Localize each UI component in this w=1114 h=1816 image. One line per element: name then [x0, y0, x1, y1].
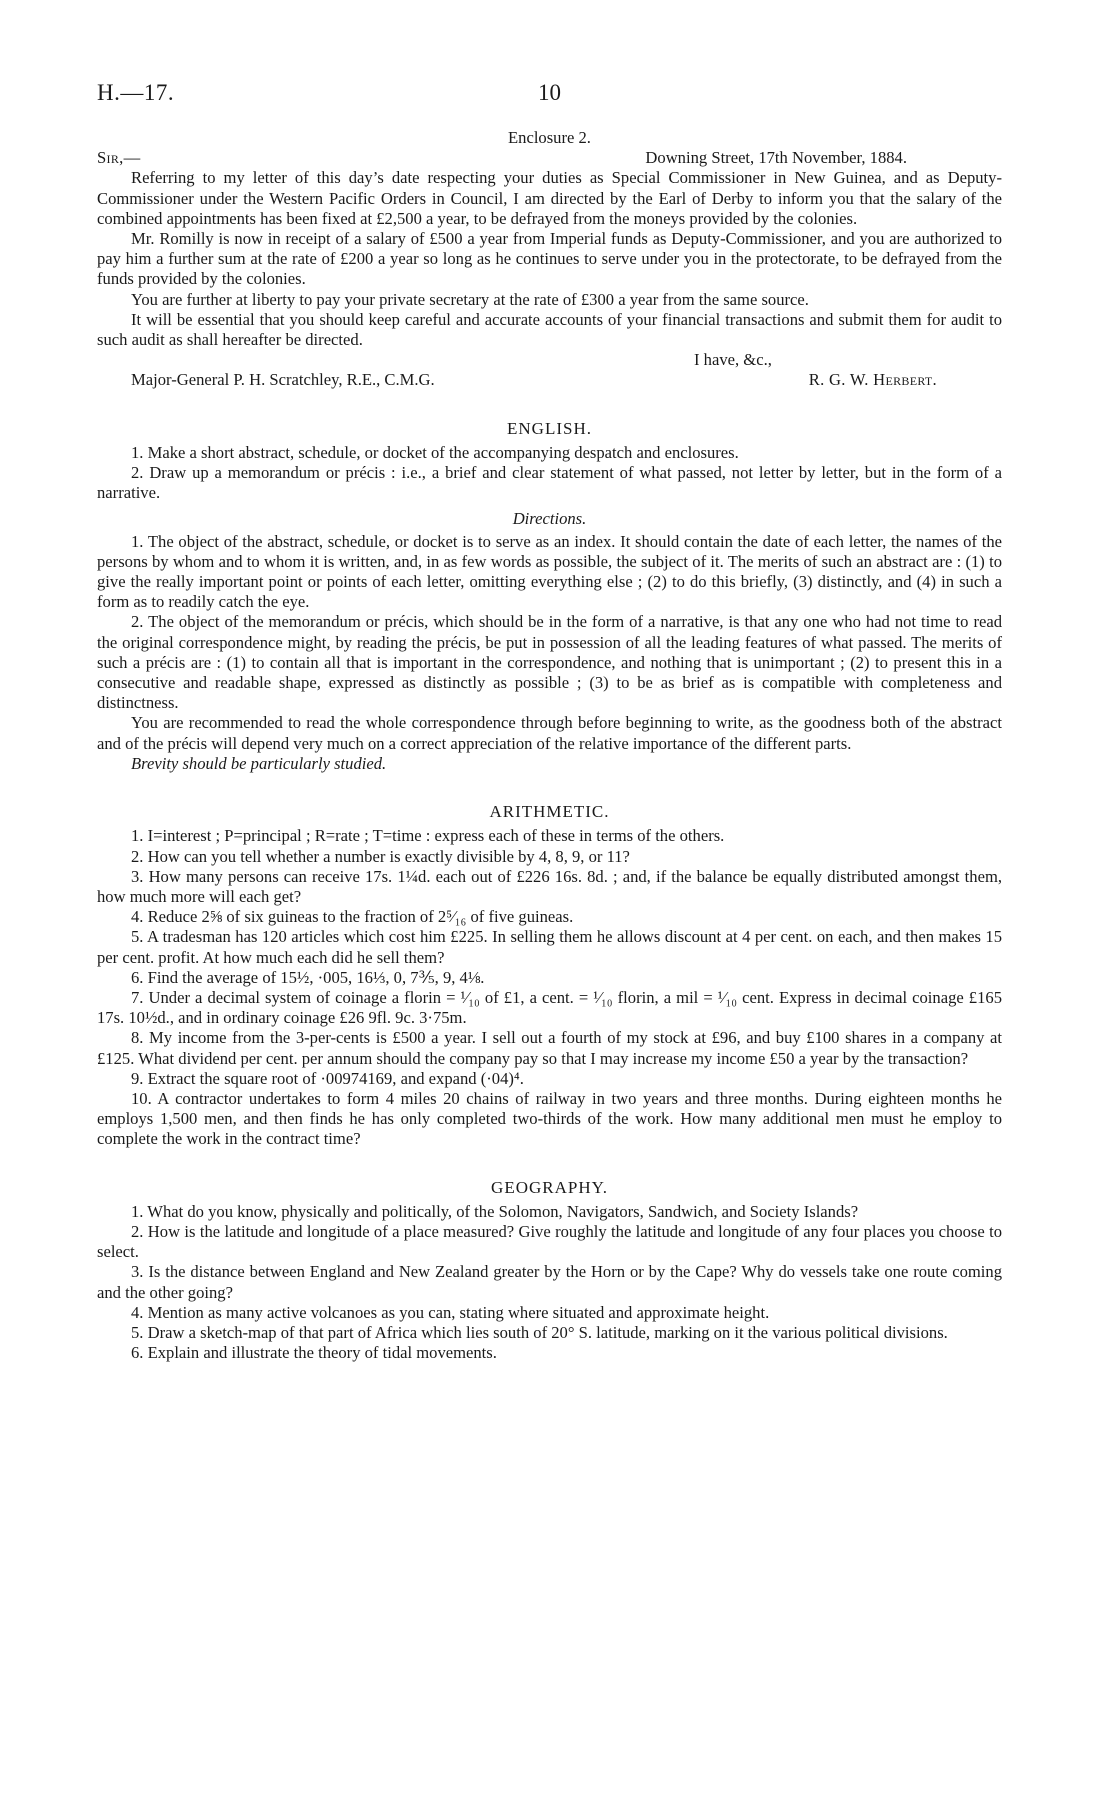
brevity-note: Brevity should be particularly studied. — [131, 753, 387, 773]
letter-paragraph: Mr. Romilly is now in receipt of a salary of £500 a year from Imperial funds as Deputy-Commissioner, and you are authorized to pay him a further sum at the rate of £200 a year so long as he continues to serve under you in the protectorate, to be defrayed from the funds provided by the colonies. — [97, 229, 1002, 289]
arithmetic-question: 4. Reduce 2⅝ of six guineas to the fraction of 2⁵⁄₁₆ of five guineas. — [131, 907, 574, 927]
signature-row — [97, 370, 1002, 390]
geography-heading: GEOGRAPHY. — [491, 1177, 608, 1197]
arithmetic-question: 1. I=interest ; P=principal ; R=rate ; T=time : express each of these in terms of the others. — [131, 826, 725, 846]
arithmetic-question: 5. A tradesman has 120 articles which cost him £225. In selling them he allows discount at 4 per cent. on each, and then makes 15 per cent. profit. At how much each did he sell them? — [97, 927, 1002, 967]
closing: I have, &c., — [694, 350, 772, 370]
directions-heading: Directions. — [512, 509, 587, 529]
letter-paragraph: Referring to my letter of this day’s date respecting your duties as Special Commissioner in New Guinea, and as Deputy-Commissioner under the Western Pacific Orders in Council, I am directed by the Earl of Derby to inform you that the salary of the combined appointments has been fixed at £2,500 a year, to be defrayed from the moneys provided by the colonies. — [97, 168, 1002, 228]
document-reference: H.—17. — [97, 80, 175, 105]
salutation: Sir,— — [97, 148, 141, 168]
letter-paragraph: It will be essential that you should keep careful and accurate accounts of your financial transactions and submit them for audit to such audit as shall hereafter be directed. — [97, 309, 1002, 350]
salutation-row — [97, 148, 1002, 168]
page-content — [97, 128, 1002, 1363]
signature: R. G. W. Herbert. — [808, 370, 937, 390]
english-heading: ENGLISH. — [507, 418, 592, 438]
page-number: 10 — [538, 80, 561, 105]
arithmetic-question: 6. Find the average of 15½, ·005, 16⅓, 0, 7⅗, 9, 4⅛. — [131, 967, 485, 987]
geography-question: 1. What do you know, physically and politically, of the Solomon, Navigators, Sandwich, and Society Islands? — [131, 1201, 859, 1221]
arithmetic-question: 7. Under a decimal system of coinage a florin = ¹⁄₁₀ of £1, a cent. = ¹⁄₁₀ florin, a mil = ¹⁄₁₀ cent. Express in decimal coinage £165 17s. 10½d., and in ordinary coinage £26 9fl. 9c. 3·75m. — [97, 987, 1002, 1028]
arithmetic-question: 8. My income from the 3-per-cents is £500 a year. I sell out a fourth of my stock at £96, and buy £100 shares in a company at £125. What dividend per cent. per annum should the company pay so that I may increase my income £50 a year by the transaction? — [97, 1028, 1002, 1068]
direction-paragraph: 2. The object of the memorandum or précis, which should be in the form of a narrative, is that any one who had not time to read the original correspondence might, by reading the précis, be put in possession of all the leading features of what passed. The merits of such a précis are : (1) to contain all that is important in the correspondence, and nothing that is unimportant ; (2) to present this in a consecutive and readable shape, expressed as distinctly as possible ; (3) to be as brief as is compatible with completeness and distinctness. — [97, 612, 1002, 713]
letter-paragraph: You are further at liberty to pay your private secretary at the rate of £300 a year from the same source. — [131, 289, 809, 309]
place-date: Downing Street, 17th November, 1884. — [645, 148, 907, 168]
english-question: 2. Draw up a memorandum or précis : i.e., a brief and clear statement of what passed, not letter by letter, but in the form of a narrative. — [97, 463, 1002, 503]
geography-question: 5. Draw a sketch-map of that part of Africa which lies south of 20° S. latitude, marking on it the various political divisions. — [131, 1322, 948, 1342]
arithmetic-question: 3. How many persons can receive 17s. 1¼d. each out of £226 16s. 8d. ; and, if the balance be equally distributed amongst them, how much more will each get? — [97, 866, 1002, 906]
addressee: Major-General P. H. Scratchley, R.E., C.M.G. — [131, 370, 435, 390]
geography-question: 3. Is the distance between England and New Zealand greater by the Horn or by the Cape? Why do vessels take one route coming and the other going? — [97, 1262, 1002, 1302]
arithmetic-question: 2. How can you tell whether a number is exactly divisible by 4, 8, 9, or 11? — [131, 846, 630, 866]
arithmetic-question: 10. A contractor undertakes to form 4 miles 20 chains of railway in two years and three months. During eighteen months he employs 1,500 men, and then finds he has only completed two-thirds of the work. How many additional men must he employ to complete the work in the contract time? — [97, 1088, 1002, 1149]
english-question: 1. Make a short abstract, schedule, or docket of the accompanying despatch and enclosures. — [131, 442, 739, 462]
arithmetic-heading: ARITHMETIC. — [489, 802, 610, 822]
direction-paragraph: You are recommended to read the whole correspondence through before beginning to write, as the goodness both of the abstract and of the précis will depend very much on a correct appreciation of the relative importance of the different parts. — [97, 713, 1002, 753]
geography-question: 2. How is the latitude and longitude of a place measured? Give roughly the latitude and longitude of any four places you choose to select. — [97, 1221, 1002, 1262]
geography-question: 4. Mention as many active volcanoes as you can, stating where situated and approximate height. — [131, 1302, 770, 1322]
enclosure-title: Enclosure 2. — [508, 128, 591, 147]
arithmetic-question: 9. Extract the square root of ·00974169, and expand (·04)⁴. — [131, 1068, 524, 1088]
direction-paragraph: 1. The object of the abstract, schedule, or docket is to serve as an index. It should contain the date of each letter, the names of the persons by whom and to whom it is written, and, in as few words as possible, the subject of it. The merits of such an abstract are : (1) to give the really important point or points of each letter, omitting everything else ; (2) to do this briefly, (3) distinctly, and (4) in such a form as to readily catch the eye. — [97, 531, 1002, 612]
geography-question: 6. Explain and illustrate the theory of tidal movements. — [131, 1343, 497, 1363]
